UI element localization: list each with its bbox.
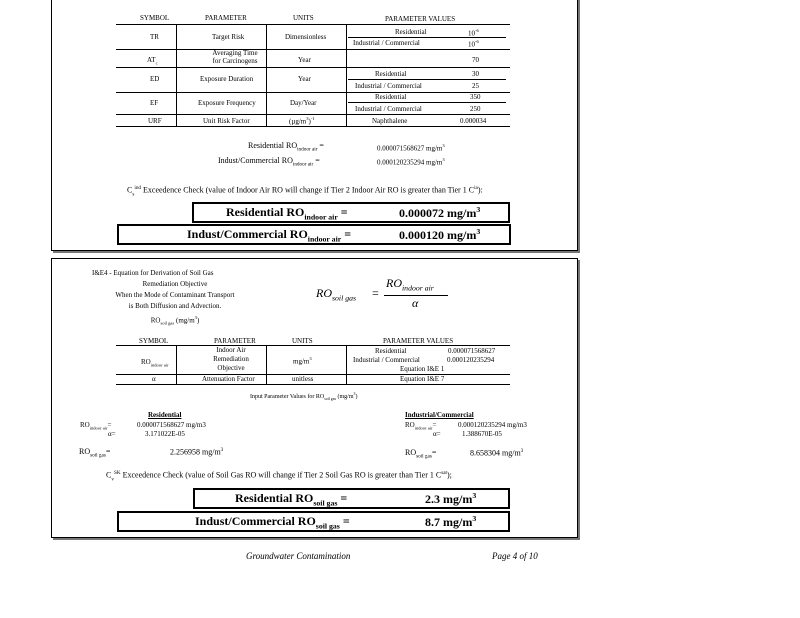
symbol-ed: ED — [150, 75, 160, 83]
units-urf: $(\mu g/m^3)^{-1}$ — [289, 116, 315, 126]
t2-eq1: Equation I&E 1 — [400, 365, 445, 373]
t2-units-ro: $mg/m^3$ — [293, 356, 312, 366]
t2-param-ro: Indoor Air Remediation Objective — [213, 346, 249, 372]
urf-value: 0.000034 — [460, 117, 487, 125]
param-ed: Exposure Duration — [200, 75, 254, 83]
header-parameter: PARAMETER — [205, 14, 247, 22]
ef-res-label: Residential — [375, 93, 407, 101]
ef-ind-label: Industrial / Commercial — [355, 105, 422, 113]
footer-title: Groundwater Contamination — [246, 551, 351, 561]
t2-param-alpha: Attenuation Factor — [202, 375, 255, 383]
header-values: PARAMETER VALUES — [385, 15, 456, 23]
ed-res-value: 30 — [472, 70, 479, 78]
symbol-tr: TR — [150, 33, 159, 41]
symbol-urf: URF — [148, 117, 162, 125]
ef-ind-value: 250 — [470, 105, 481, 113]
ind-soil-gas-label: $RO_{soil gas}=$ — [405, 448, 437, 460]
ind-ro-value: 0.000120235294 $mg/m^3$ — [377, 157, 445, 167]
res-ro-value: 0.000071568627 $mg/m^3$ — [377, 143, 445, 153]
ind-heading: Industrial/Commercial — [405, 411, 474, 419]
tr-res-label: Residential — [395, 28, 427, 36]
res-alpha-value: 3.171022E-05 — [145, 430, 185, 438]
param-tr: Target Risk — [212, 33, 245, 41]
ind-ro-input: $RO_{indoor air}=$ — [405, 421, 437, 431]
symbol-ef: EF — [150, 99, 159, 107]
units-ef: Day/Year — [290, 99, 317, 107]
res-ro-input-value: 0.000071568627 mg/m3 — [137, 421, 206, 429]
ind-ro-input-value: 0.000120235294 mg/m3 — [458, 421, 527, 429]
param-atc: Averaging Time for Carcinogens — [212, 49, 258, 65]
t2-symbol-ro: $RO_{indoor air}$ — [141, 358, 169, 368]
ed-ind-value: 25 — [472, 82, 479, 90]
atc-value: 70 — [472, 56, 479, 64]
urf-label: Naphthalene — [372, 117, 408, 125]
t2-header-symbol: SYMBOL — [139, 337, 169, 345]
t2-eq7: Equation I&E 7 — [400, 375, 445, 383]
ind-alpha-label: α= — [433, 430, 441, 438]
header-symbol: SYMBOL — [140, 14, 170, 22]
footer-page: Page 4 of 10 — [492, 551, 538, 561]
tr-ind-value: $10^{-6}$ — [468, 39, 479, 49]
res-ro-input: $RO_{indoor air}=$ — [80, 421, 112, 431]
t2-res-label: Residential — [375, 347, 407, 355]
res-heading: Residential — [148, 411, 182, 419]
equation-title: I&E4 - Equation for Derivation of Soil Gas Remediation Objective When the Mode of Contaminant Transport is Both Diffusion and Advection. $RO_{soil gas}$ $(mg/m^3)$ — [92, 269, 235, 326]
t2-ind-label: Industrial / Commercial — [353, 356, 420, 364]
res-ro-label: Residential $RO_{indoor air}$ = — [248, 141, 324, 153]
ind-alpha-value: 1.388670E-05 — [462, 430, 502, 438]
res-soil-gas-value: 2.256958 $mg/m^3$ — [170, 447, 224, 457]
ind-ro-label: Indust/Commercial $RO_{indoor air}$ = — [218, 156, 320, 168]
header-units: UNITS — [293, 14, 314, 22]
units-tr: Dimensionless — [285, 33, 327, 41]
param-ef: Exposure Frequency — [198, 99, 256, 107]
soil-gas-equation: $RO_{soil gas}$ = $RO_{indoor air}$ α — [316, 276, 456, 316]
industrial-soil-gas-result: Indust/Commercial $RO_{soil gas}$ = 8.7 $mg/m^3$ — [117, 511, 510, 532]
res-soil-gas-label: $RO_{soil gas}=$ — [79, 447, 111, 459]
residential-indoor-air-result: Residential $RO_{indoor air}$ = 0.000072 $mg/m^3$ — [192, 202, 510, 223]
input-note: Input Parameter Values for $RO_{soil gas}$ $(mg/m^3)$ — [250, 392, 358, 402]
residential-soil-gas-result: Residential $RO_{soil gas}$ = 2.3 $mg/m^3$ — [193, 488, 510, 509]
t2-header-units: UNITS — [292, 337, 313, 345]
industrial-indoor-air-result: Indust/Commercial $RO_{indoor air}$ = 0.000120 $mg/m^3$ — [117, 224, 511, 245]
t2-ind-value: 0.000120235294 — [447, 356, 495, 364]
indoor-air-check-text: $C_s^{ind}$ Exceedence Check (value of Indoor Air RO will change if Tier 2 Indoor Air RO is greater than Tier 1 $C^{ia}$): — [127, 185, 483, 198]
units-ed: Year — [298, 75, 311, 83]
ed-res-label: Residential — [375, 70, 407, 78]
tr-res-value: $10^{-6}$ — [468, 28, 479, 38]
ef-res-value: 350 — [470, 93, 481, 101]
ed-ind-label: Industrial / Commercial — [355, 82, 422, 90]
res-alpha-label: α= — [108, 430, 116, 438]
tr-ind-label: Industrial / Commercial — [353, 39, 420, 47]
t2-units-alpha: unitless — [292, 375, 314, 383]
t2-header-values: PARAMETER VALUES — [383, 337, 454, 345]
t2-res-value: 0.000071568627 — [448, 347, 496, 355]
t2-symbol-alpha: α — [152, 375, 156, 383]
symbol-atc: $AT_c$ — [147, 56, 158, 66]
param-urf: Unit Risk Factor — [203, 117, 250, 125]
ind-soil-gas-value: 8.658304 $mg/m^3$ — [470, 448, 524, 458]
units-atc: Year — [298, 56, 311, 64]
soil-gas-check-text: $C_v^{SK}$ Exceedence Check (value of Soil Gas RO will change if Tier 2 Soil Gas RO is greater than Tier 1 $C^{sat}$); — [106, 470, 452, 483]
t2-header-parameter: PARAMETER — [214, 337, 256, 345]
